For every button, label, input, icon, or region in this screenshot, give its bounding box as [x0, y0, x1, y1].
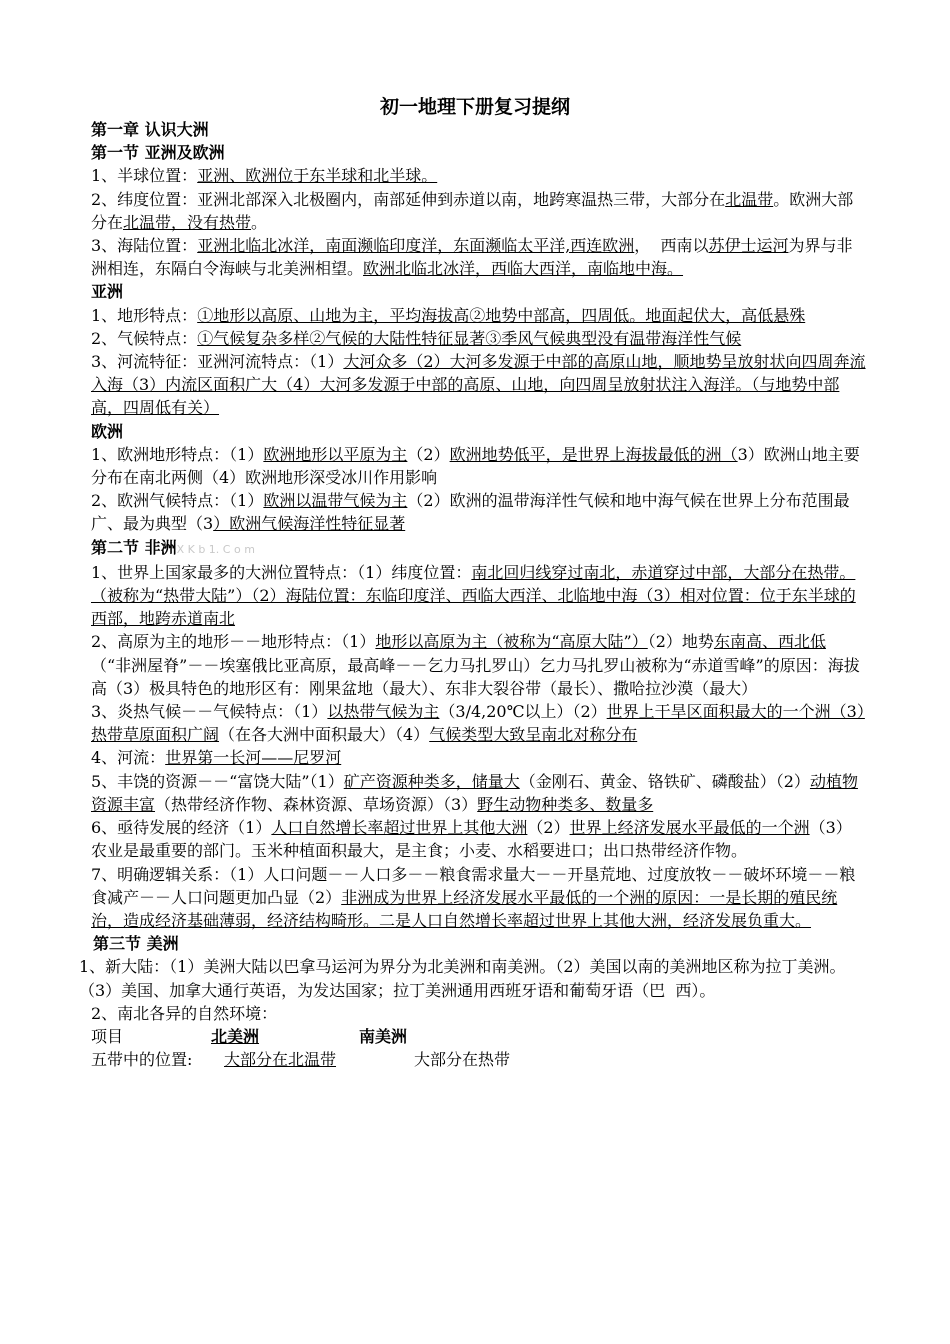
- section-heading-africa: 第二节 非洲: [91, 537, 177, 557]
- table-row-label: 五带中的位置:: [91, 1050, 193, 1070]
- table-col-south-america: 南美洲: [359, 1026, 408, 1046]
- asia-terrain: 1、地形特点：①地形以高原、山地为主，平均海拔高②地势中部高，四周低。地面起伏大，高低悬殊: [91, 305, 806, 325]
- europe-terrain: 1、欧洲地形特点：（1）欧洲地形以平原为主（2）欧洲地势低平，是世界上海拔最低的洲（3）欧洲山地主要分布在南北两侧（4）欧洲地形深受冰川作用影响: [91, 444, 860, 488]
- document-title: 初一地理下册复习提纲: [379, 96, 570, 118]
- table-cell-south-america: 大部分在热带: [414, 1050, 511, 1070]
- africa-item-7: 7、明确逻辑关系：（1）人口问题－－人口多－－粮食需求量大－－开垦荒地、过度放牧－－破坏环境－－粮食减产－－人口问题更加凸显（2）非洲成为世界上经济发展水平最低的一个洲的原因：一是长期的殖民统治，造成经济基础薄弱，经济结构畸形。二是人口自然增长率超过世界上其他大洲，经济发展负重大。: [91, 864, 856, 930]
- europe-climate: 2、欧洲气候特点：（1）欧洲以温带气候为主（2）欧洲的温带海洋性气候和地中海气候在世界上分布范围最广、最为典型（3）欧洲气候海洋性特征显著: [91, 491, 850, 534]
- section-heading-africa-row: [91, 536, 866, 561]
- section-heading-asia-europe: 第一节 亚洲及欧洲: [91, 143, 225, 163]
- asia-climate: 2、气候特点：①气候复杂多样②气候的大陆性特征显著③季风气候典型没有温带海洋性气候: [91, 328, 742, 348]
- comparison-table-row: [91, 1048, 866, 1071]
- table-col-north-america: 北美洲: [211, 1026, 260, 1046]
- chapter-heading: 第一章 认识大洲: [91, 120, 209, 139]
- table-col-item: 项目: [91, 1026, 124, 1046]
- hemisphere-position: 1、半球位置：亚洲、欧洲位于东半球和北半球。: [91, 166, 438, 186]
- sea-land-position: 3、海陆位置：亚洲北临北冰洋，南面濒临印度洋，东面濒临太平洋,西连欧洲， 西南以苏伊士运河为界与非洲相连，东隔白令海峡与北美洲相望。欧洲北临北冰洋，西临大西洋，南临地中海。: [91, 236, 853, 279]
- america-environment: 2、南北各异的自然环境：: [91, 1003, 278, 1023]
- america-language: （3）美国、加拿大通行英语，为发达国家；拉丁美洲通用西班牙语和葡萄牙语（巴 西）。: [79, 980, 716, 1000]
- document-body: [79, 118, 866, 1071]
- asia-rivers: 3、河流特征：亚洲河流特点：（1）大河众多（2）大河多发源于中部的高原山地，顺地势呈放射状向四周奔流入海（3）内流区面积广大（4）大河多发源于中部的高原、山地，向四周呈放射状注入海洋。（与地势中部高，四周低有关）: [91, 352, 866, 418]
- table-cell-north-america: 大部分在北温带: [224, 1050, 337, 1070]
- africa-item-3: 3、炎热气候－－气候特点：（1）以热带气候为主（3/4,20℃以上）（2）世界上干旱区面积最大的一个洲（3）热带草原面积广阔（在各大洲中面积最大）（4）气候类型大致呈南北对称分布: [91, 702, 865, 745]
- africa-item-4: 4、河流：世界第一长河——尼罗河: [91, 748, 342, 768]
- africa-item-5: 5、丰饶的资源－－“富饶大陆”（1）矿产资源种类多，储量大（金刚石、黄金、铬铁矿、磷酸盐）（2）动植物资源丰富（热带经济作物、森林资源、草场资源）（3）野生动物种类多、数量多: [91, 771, 858, 814]
- subheading-europe: 欧洲: [91, 421, 124, 441]
- africa-item-1: 1、世界上国家最多的大洲位置特点：（1）纬度位置：南北回归线穿过南北，赤道穿过中部，大部分在热带。（被称为“热带大陆”）（2）海陆位置：东临印度洋、西临大西洋、北临地中海（3）相对位置：位于东半球的西部，地跨赤道南北: [91, 562, 856, 629]
- africa-item-2: 2、高原为主的地形－－地形特点：（1）地形以高原为主（被称为“高原大陆”）（2）地势东南高、西北低（“非洲屋脊”－－埃塞俄比亚高原，最高峰－－乞力马扎罗山）乞力马扎罗山被称为“赤道雪峰”的原因：海拔高（3）极具特色的地形区有：刚果盆地（最大）、东非大裂谷带（最长）、撒哈拉沙漠（最大）: [91, 632, 860, 698]
- section-heading-america: 第三节 美洲: [93, 934, 179, 954]
- comparison-table-header: [91, 1025, 866, 1048]
- latitude-position: 2、纬度位置：亚洲北部深入北极圈内，南部延伸到赤道以南，地跨寒温热三带，大部分在北温带。欧洲大部分在北温带，没有热带。: [91, 189, 854, 232]
- africa-item-6: 6、亟待发展的经济（1）人口自然增长率超过世界上其他大洲（2）世界上经济发展水平最低的一个洲（3）农业是最重要的部门。玉米种植面积最大，是主食；小麦、水稻要进口；出口热带经济作物。: [91, 818, 852, 861]
- watermark: X K b 1. C o m: [176, 542, 255, 556]
- america-continent: 1、新大陆：（1）美洲大陆以巴拿马运河为界分为北美洲和南美洲。（2）美国以南的美洲地区称为拉丁美洲。: [79, 957, 846, 977]
- subheading-asia: 亚洲: [91, 282, 124, 302]
